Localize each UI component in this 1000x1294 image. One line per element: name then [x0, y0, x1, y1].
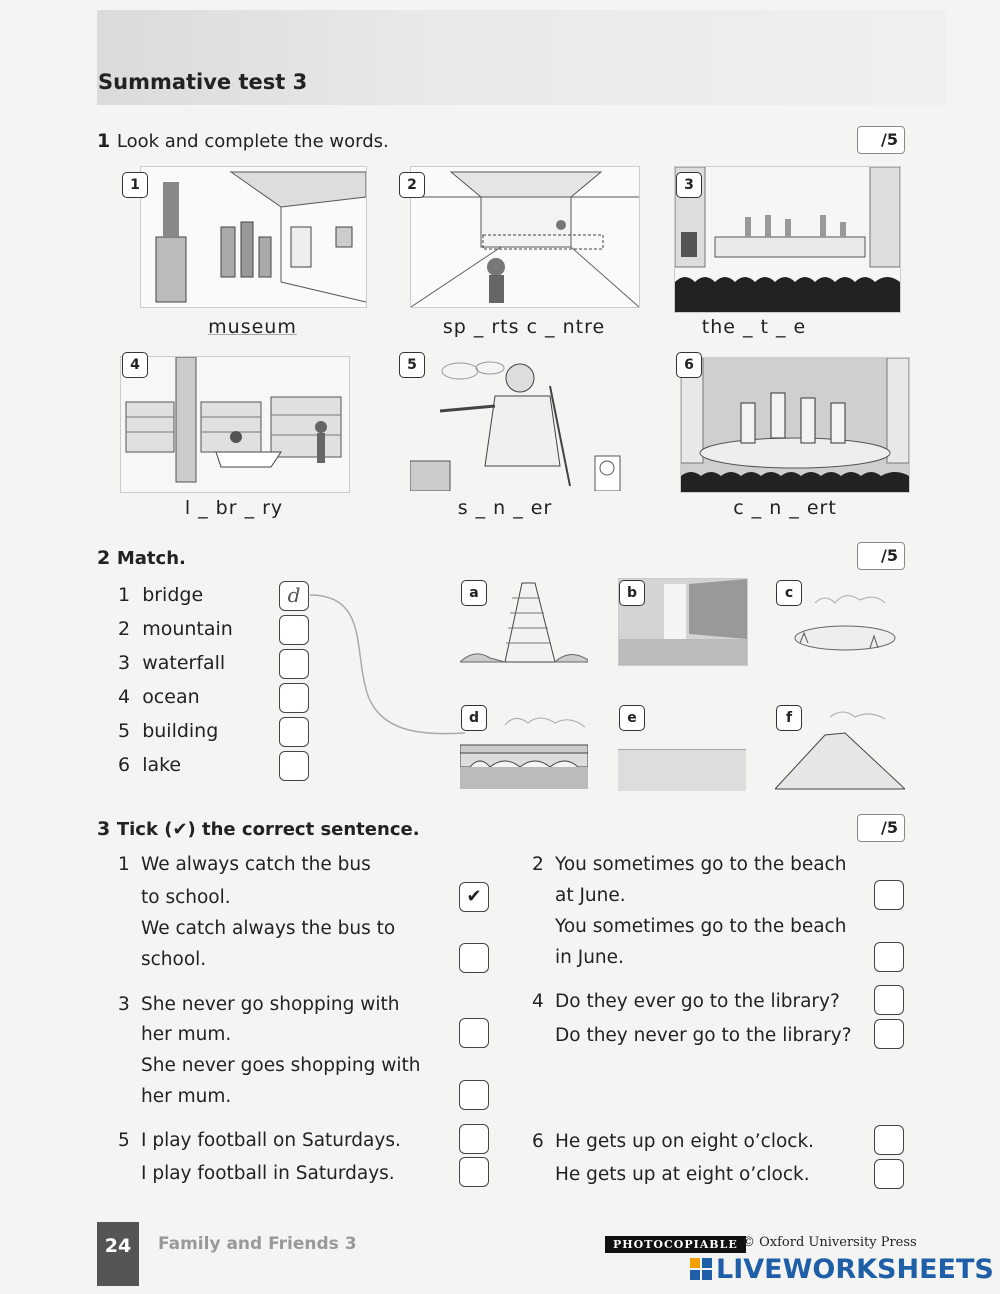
q3-score-box: /5 — [857, 814, 905, 842]
q3-g2-a-checkbox[interactable] — [874, 880, 904, 910]
q3-g2-b-checkbox[interactable] — [874, 942, 904, 972]
q2-answer-6[interactable] — [279, 751, 309, 781]
q1-word-1: museum — [208, 316, 297, 338]
q1-word-2: sp _ rts c _ ntre — [442, 316, 606, 338]
q2-item-5: 5 building — [118, 720, 219, 742]
q3-g4-b-line1: Do they never go to the library? — [555, 1025, 852, 1046]
q3-g3-a-line1: She never go shopping with — [141, 994, 400, 1015]
q3-g6-a-checkbox[interactable] — [874, 1125, 904, 1155]
q2-pic-e-label: e — [619, 705, 645, 731]
q3-g5-b-line1: I play football in Saturdays. — [141, 1163, 395, 1184]
liveworksheets-logo-icon — [690, 1258, 712, 1280]
sports-centre-picture — [410, 166, 640, 308]
theatre-picture — [674, 166, 901, 313]
page-number: 24 — [97, 1222, 139, 1286]
q2-pic-f-label: f — [776, 705, 802, 731]
q1-word-5: s _ n _ er — [457, 497, 553, 519]
q3-g1-a-line1: We always catch the bus — [141, 854, 371, 875]
q3-g1-a-checkbox[interactable]: ✔ — [459, 882, 489, 912]
q3-g4-b-checkbox[interactable] — [874, 1019, 904, 1049]
photocopiable-badge: PHOTOCOPIABLE — [605, 1236, 746, 1253]
q2-pic-c-label: c — [776, 580, 802, 606]
q2-pic-a-label: a — [461, 580, 487, 606]
q1-word-3: the _ t _ e — [701, 316, 807, 338]
q1-instruction: Look and complete the words. — [116, 131, 389, 152]
q3-instruction: Tick (✔) the correct sentence. — [116, 819, 420, 840]
q1-item1-number: 1 — [122, 172, 148, 198]
page-title: Summative test 3 — [98, 70, 308, 94]
q1-word-4: l _ br _ ry — [184, 497, 284, 519]
q3-g4-a-checkbox[interactable] — [874, 985, 904, 1015]
q1-heading — [97, 130, 389, 152]
q3-g6-b-line1: He gets up at eight o’clock. — [555, 1164, 810, 1185]
q3-heading — [97, 818, 420, 840]
copyright: © Oxford University Press — [742, 1235, 917, 1250]
q3-g2-a-line1: You sometimes go to the beach — [555, 854, 847, 875]
q3-g3-b-checkbox[interactable] — [459, 1080, 489, 1110]
q3-number: 3 — [97, 818, 111, 840]
q3-g2-a-line2: at June. — [555, 885, 626, 906]
q2-answer-1[interactable]: d — [279, 581, 309, 611]
q3-g3-a-checkbox[interactable] — [459, 1018, 489, 1048]
q3-g2-b-line1: You sometimes go to the beach — [555, 916, 847, 937]
q3-g1-b-line2: school. — [141, 949, 207, 970]
q3-g3-b-line1: She never goes shopping with — [141, 1055, 421, 1076]
q2-instruction: Match. — [116, 548, 186, 569]
q3-g1-b-line1: We catch always the bus to — [141, 918, 396, 939]
liveworksheets-watermark[interactable]: LIVEWORKSHEETS — [716, 1254, 994, 1285]
q3-g3-num: 3 — [118, 994, 130, 1015]
q2-pic-d-label: d — [461, 705, 487, 731]
q3-g5-num: 5 — [118, 1130, 130, 1151]
q1-item6-number: 6 — [676, 352, 702, 378]
brand-name: Family and Friends 3 — [158, 1234, 357, 1254]
q3-g1-b-checkbox[interactable] — [459, 943, 489, 973]
q3-g3-a-line2: her mum. — [141, 1024, 232, 1045]
match-line — [305, 585, 485, 755]
q3-g1-a-line2: to school. — [141, 887, 231, 908]
singer-picture — [410, 356, 638, 491]
q1-item2-number: 2 — [399, 172, 425, 198]
museum-picture — [140, 166, 367, 308]
q2-pic-b-label: b — [619, 580, 645, 606]
q3-g6-b-checkbox[interactable] — [874, 1159, 904, 1189]
q3-g4-a-line1: Do they ever go to the library? — [555, 991, 840, 1012]
q3-g6-a-line1: He gets up on eight o’clock. — [555, 1131, 815, 1152]
q2-item-3: 3 waterfall — [118, 652, 226, 674]
q2-score-box: /5 — [857, 542, 905, 570]
q2-item-4: 4 ocean — [118, 686, 200, 708]
q1-item5-number: 5 — [399, 352, 425, 378]
q1-item3-number: 3 — [676, 172, 702, 198]
q1-score-box: /5 — [857, 126, 905, 154]
q2-heading — [97, 547, 186, 569]
q1-item4-number: 4 — [122, 352, 148, 378]
q3-g5-a-checkbox[interactable] — [459, 1124, 489, 1154]
q3-g6-num: 6 — [532, 1131, 544, 1152]
q1-number: 1 — [97, 130, 111, 152]
q2-item-6: 6 lake — [118, 754, 182, 776]
q2-number: 2 — [97, 547, 111, 569]
q1-word-6: c _ n _ ert — [733, 497, 837, 519]
q3-g2-num: 2 — [532, 854, 544, 875]
q2-item-1: 1 bridge — [118, 584, 204, 606]
q3-g5-b-checkbox[interactable] — [459, 1157, 489, 1187]
concert-picture — [680, 357, 910, 493]
q3-g1-num: 1 — [118, 854, 130, 875]
q3-g3-b-line2: her mum. — [141, 1086, 232, 1107]
q3-g2-b-line2: in June. — [555, 947, 624, 968]
q3-g4-num: 4 — [532, 991, 544, 1012]
library-picture — [120, 356, 350, 493]
q2-item-2: 2 mountain — [118, 618, 233, 640]
q3-g5-a-line1: I play football on Saturdays. — [141, 1130, 401, 1151]
